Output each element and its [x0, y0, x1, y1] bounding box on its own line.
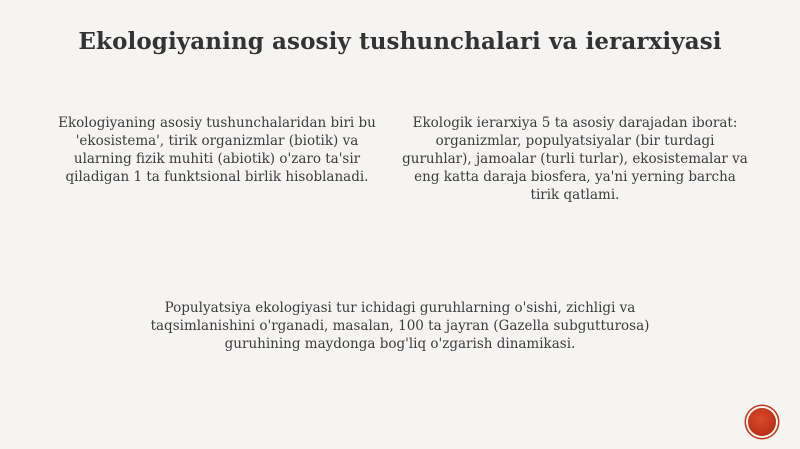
slide-title: Ekologiyaning asosiy tushunchalari va ierarxiyasi	[78, 28, 722, 55]
ecosystem-definition-text: Ekologiyaning asosiy tushunchalaridan biri bu 'ekosistema', tirik organizmlar (biotik) va ularning fizik muhiti (abiotik) o'zaro ta'sir qiladigan 1 ta funktsional birlik hisoblanadi.	[58, 115, 376, 185]
population-ecology-text: Populyatsiya ekologiyasi tur ichidagi guruhlarning o'sishi, zichligi va taqsimlanishini o'rganadi, masalan, 100 ta jayran (Gazella subgutturosa) guruhining maydonga bog'liq o'zgarish dinamikasi.	[150, 300, 650, 352]
circle-nav-icon[interactable]	[748, 408, 776, 436]
ecological-hierarchy-text: Ekologik ierarxiya 5 ta asosiy darajadan iborat: organizmlar, populyatsiyalar (bir turdagi guruhlar), jamoalar (turli turlar), ekosistemalar va eng katta daraja biosfera, ya'ni yerning barcha tirik qatlami.	[402, 115, 748, 203]
